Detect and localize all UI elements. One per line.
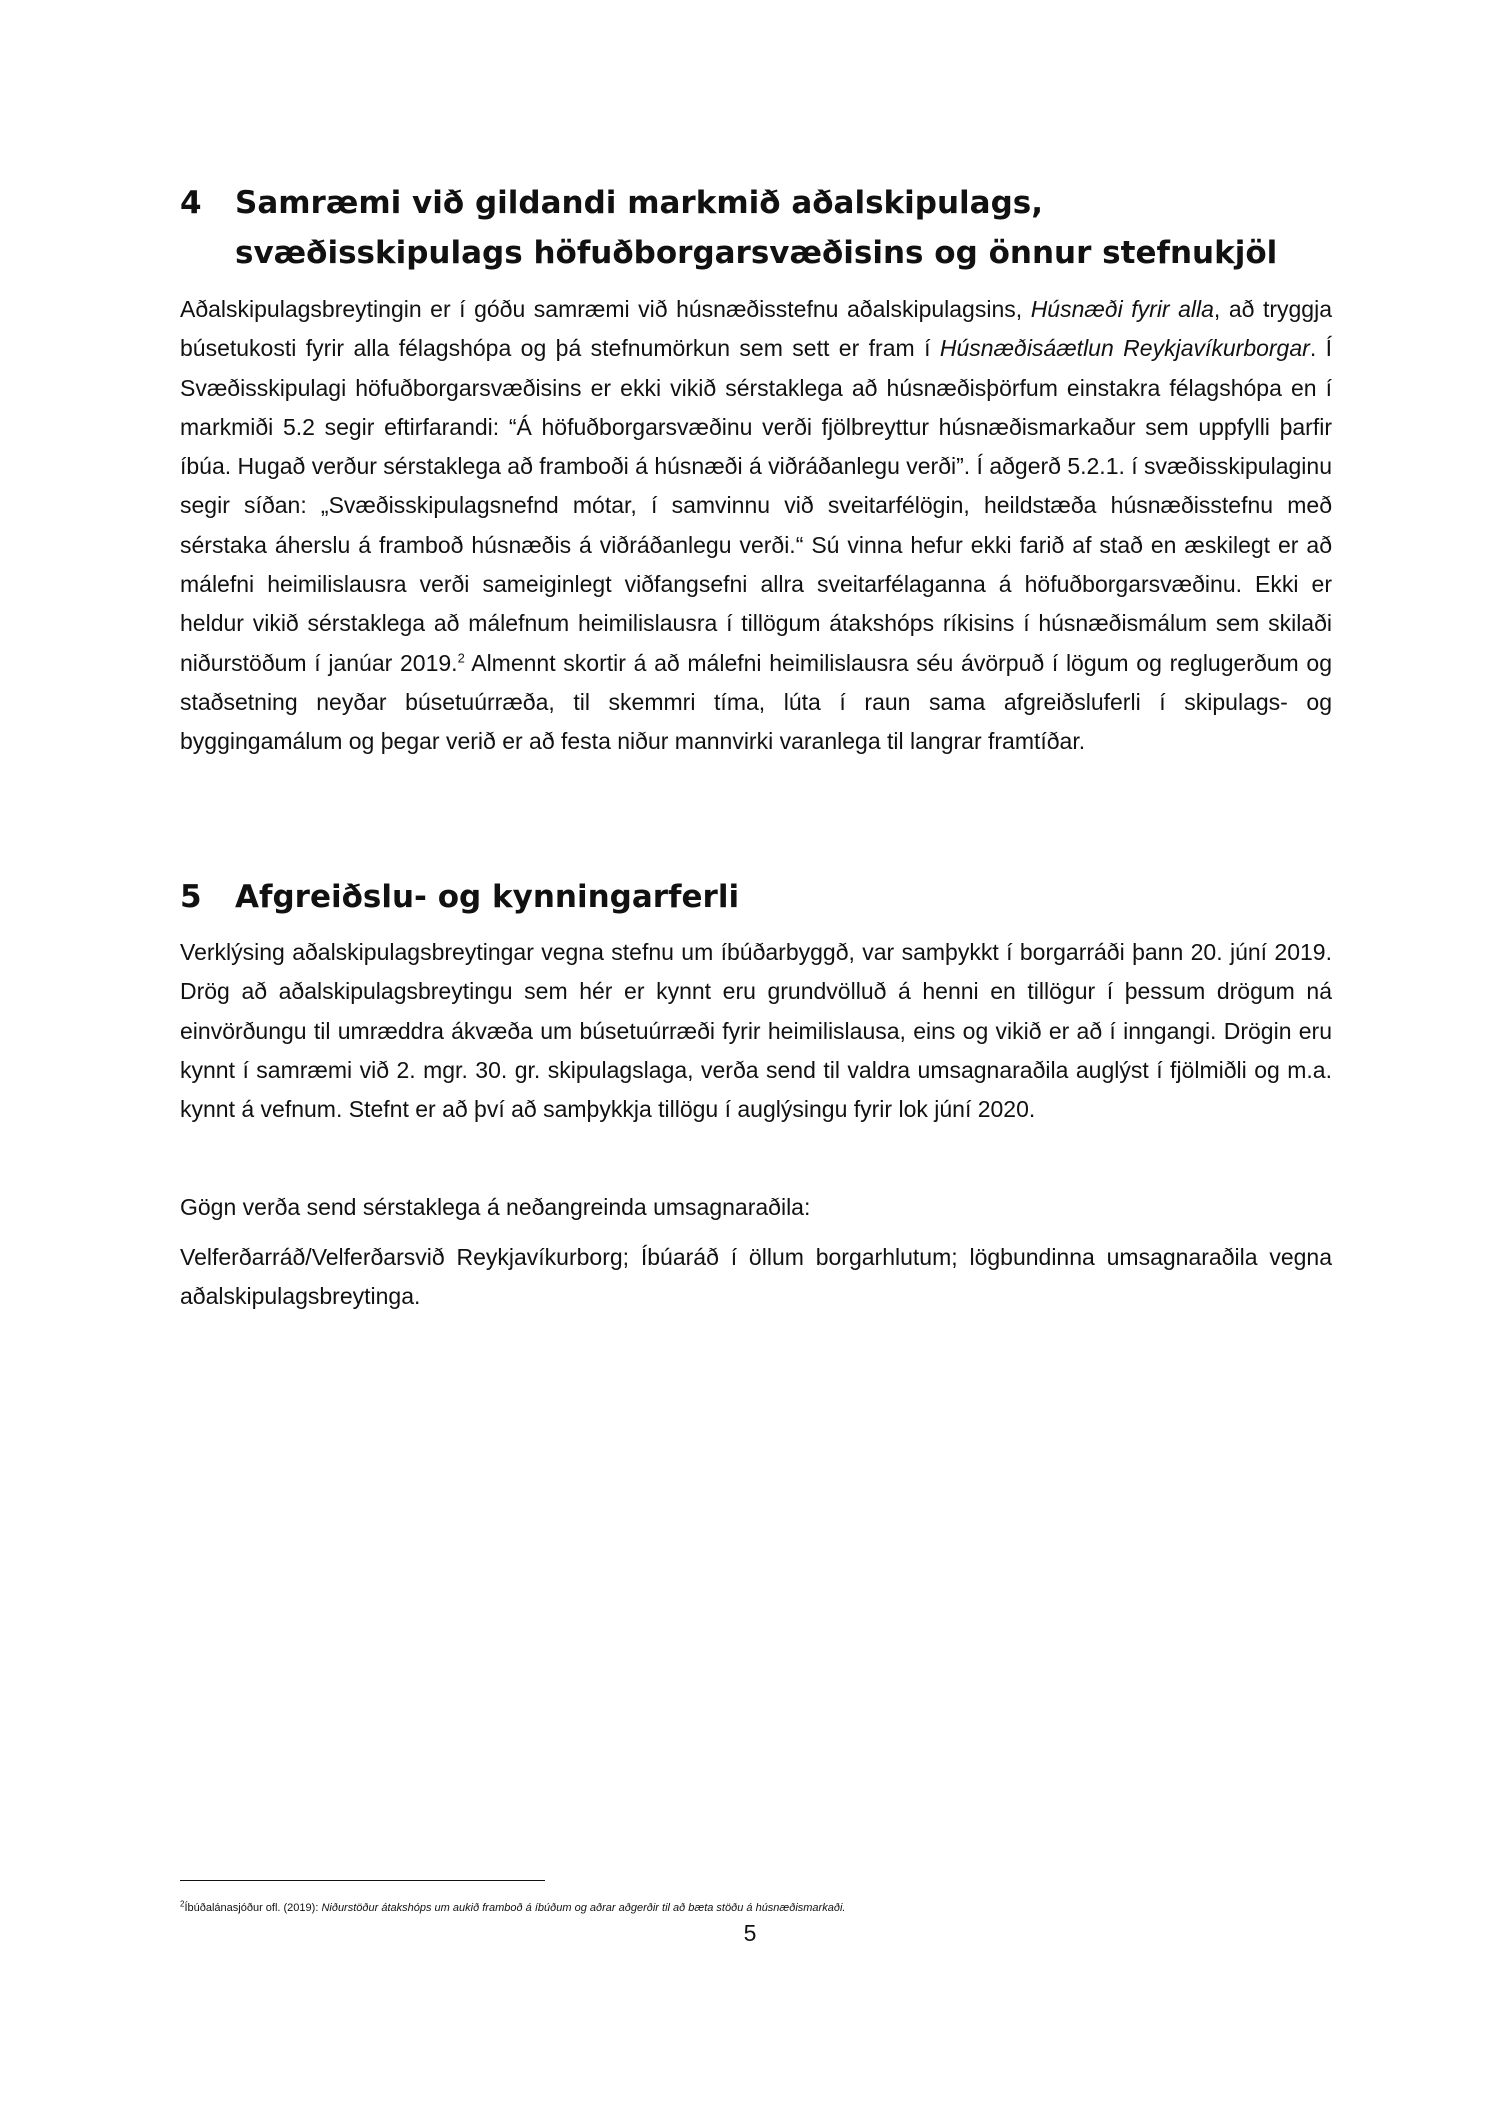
section-5-paragraph-2: Gögn verða send sérstaklega á neðangreinda umsagnaraðila:	[180, 1194, 811, 1220]
text-run: Aðalskipulagsbreytingin er í góðu samræmi við húsnæðisstefnu aðalskipulagsins,	[180, 296, 1031, 322]
footnote	[180, 1900, 1330, 1916]
section-5-number: 5	[180, 879, 202, 915]
page-number: 5	[743, 1920, 757, 1946]
footnote-mark: 2	[180, 1899, 185, 1909]
section-4-paragraph	[180, 290, 1332, 762]
section-5-heading	[180, 872, 1340, 922]
text-run: , að tryggja búsetukosti fyrir alla félagshópa og þá stefnumörkun sem sett er fram í	[180, 296, 1332, 362]
italic-plan-title: Húsnæði fyrir alla	[1030, 296, 1214, 322]
section-4-number: 4	[180, 185, 202, 221]
text-run: . Í Svæðisskipulagi höfuðborgarsvæðisins er ekki vikið sérstaklega að húsnæðisþörfum einstakra félagshópa en í markmiði 5.2 segir eftirfarandi: “Á höfuðborgarsvæðinu verði fjölbreyttur húsnæðismarkaður sem uppfylli þarfir íbúa. Hugað verður sérstaklega að framboði á húsnæði á viðráðanlegu verði”. Í aðgerð 5.2.1. í svæðisskipulaginu segir síðan: „Svæðisskipulagsnefnd mótar, í samvinnu við sveitarfélögin, heildstæða húsnæðisstefnu með sérstaka áherslu á framboð húsnæðis á viðráðanlegu verði.“ Sú vinna hefur ekki farið af stað en æskilegt er að málefni heimilislausra verði sameiginlegt viðfangsefni allra sveitarfélaganna á höfuðborgarsvæðinu. Ekki er heldur vikið sérstaklega að málefnum heimilislausra í tillögum átakshóps ríkisins í húsnæðismálum sem skilaði niðurstöðum í janúar 2019.	[180, 335, 1333, 676]
section-5-title: Afgreiðslu- og kynningarferli	[235, 879, 740, 915]
section-5-paragraph-3: Velferðarráð/Velferðarsvið Reykjavíkurborg; Íbúaráð í öllum borgarhlutum; lögbundinna umsagnaraðila vegna aðalskipulagsbreytinga.	[180, 1244, 1332, 1310]
footnote-separator	[180, 1880, 545, 1881]
footnote-title: Niðurstöður átakshóps um aukið framboð á íbúðum og aðrar aðgerðir til að bæta stöðu á húsnæðismarkaði.	[321, 1902, 846, 1914]
text-run: Almennt skortir á að málefni heimilislausra séu ávörpuð í lögum og reglugerðum og staðsetning neyðar búsetuúrræða, til skemmri tíma, lúta í raun sama afgreiðsluferli í skipulags- og byggingamálum og þegar verið er að festa niður mannvirki varanlega til langrar framtíðar.	[180, 649, 1332, 755]
section-5-paragraph-1: Verklýsing aðalskipulagsbreytingar vegna stefnu um íbúðarbyggð, var samþykkt í borgarráði þann 20. júní 2019. Drög að aðalskipulagsbreytingu sem hér er kynnt eru grundvölluð á henni en tillögur í þessum drögum ná einvörðungu til umræddra ákvæða um búsetuúrræði fyrir heimilislausa, eins og vikið er að í inngangi. Drögin eru kynnt í samræmi við 2. mgr. 30. gr. skipulagslaga, verða send til valdra umsagnaraðila auglýst í fjölmiðli og m.a. kynnt á vefnum. Stefnt er að því að samþykkja tillögu í auglýsingu fyrir lok júní 2020.	[180, 939, 1332, 1123]
section-4-title: Samræmi við gildandi markmið aðalskipulags, svæðisskipulags höfuðborgarsvæðisins og önnur stefnukjöl	[235, 185, 1278, 271]
section-4-heading	[180, 178, 1340, 278]
footnote-source: Íbúðalánasjóður ofl. (2019):	[184, 1902, 322, 1914]
footnote-reference: 2	[457, 650, 465, 666]
italic-plan-title: Húsnæðisáætlun Reykjavíkurborgar	[939, 335, 1310, 362]
